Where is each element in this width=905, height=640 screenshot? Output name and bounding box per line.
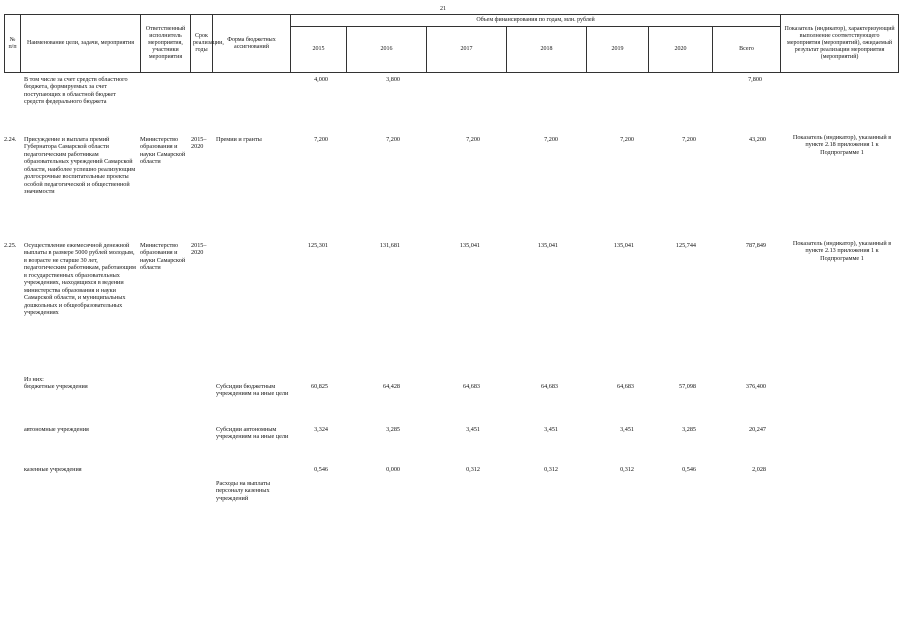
row-term: 2015–2020 bbox=[191, 136, 207, 151]
subrow-value: 3,451 bbox=[544, 426, 558, 433]
header-term: Срок реализации, годы bbox=[191, 15, 213, 73]
row-value: 7,200 bbox=[466, 136, 480, 143]
subrow-value: 3,324 bbox=[314, 426, 328, 433]
header-year: 2020 bbox=[649, 27, 713, 73]
row-value: 3,800 bbox=[386, 76, 400, 83]
row-indicator: Показатель (индикатор), указанный в пункте 2.18 приложения 1 к Подпрограмме 1 bbox=[792, 134, 892, 156]
header-funding: Объем финансирования по годам, млн. рублей bbox=[291, 15, 781, 27]
subrow-value: 57,098 bbox=[678, 383, 696, 390]
row-value: 135,041 bbox=[459, 242, 480, 249]
subrow-value: 0,312 bbox=[544, 466, 558, 473]
subrow-value: 0,000 bbox=[386, 466, 400, 473]
row-form: Премии и гранты bbox=[216, 136, 262, 143]
header-year: 2015 bbox=[291, 27, 347, 73]
row-value: 7,200 bbox=[386, 136, 400, 143]
row-value: 7,200 bbox=[544, 136, 558, 143]
row-responsible: Министерство образования и науки Самарской области bbox=[140, 242, 186, 272]
subrow-form: Расходы на выплаты персоналу казенных учреждений bbox=[216, 480, 271, 502]
row-indicator: Показатель (индикатор), указанный в пункте 2.13 приложения 1 к Подпрограмме 1 bbox=[792, 240, 892, 262]
subrow-name: казенные учреждения bbox=[24, 466, 82, 473]
row-value: 125,744 bbox=[675, 242, 696, 249]
subrow-value: 64,683 bbox=[540, 383, 558, 390]
row-value: 131,681 bbox=[379, 242, 400, 249]
header-num: № п/п bbox=[5, 15, 21, 73]
subrow-name: бюджетные учреждения bbox=[24, 383, 88, 390]
subrow-value: 3,285 bbox=[682, 426, 696, 433]
subrow-value: 64,683 bbox=[616, 383, 634, 390]
row-num: 2.25. bbox=[4, 242, 17, 249]
subrow-value-total: 20,247 bbox=[748, 426, 766, 433]
row-name: В том числе за счет средств областного бюджета, формируемых за счет поступающих в областной бюджет средств федерального бюджета bbox=[24, 76, 128, 106]
header-year-total: Всего bbox=[713, 27, 781, 73]
row-value: 135,041 bbox=[613, 242, 634, 249]
row-value: 7,200 bbox=[620, 136, 634, 143]
subrow-value: 64,428 bbox=[382, 383, 400, 390]
subrow-value: 0,546 bbox=[314, 466, 328, 473]
row-value-total: 787,849 bbox=[745, 242, 766, 249]
subrow-name: автономные учреждения bbox=[24, 426, 89, 433]
row-num: 2.24. bbox=[4, 136, 17, 143]
subrow-value: 0,312 bbox=[466, 466, 480, 473]
subrow-value: 0,546 bbox=[682, 466, 696, 473]
header-year: 2016 bbox=[347, 27, 427, 73]
row-value-total: 43,200 bbox=[748, 136, 766, 143]
row-value: 7,200 bbox=[314, 136, 328, 143]
row-value-total: 7,800 bbox=[748, 76, 762, 83]
header-year: 2018 bbox=[507, 27, 587, 73]
subrow-form: Субсидии автономным учреждениям на иные цели bbox=[216, 426, 289, 441]
page-number: 21 bbox=[440, 6, 446, 12]
header-year: 2019 bbox=[587, 27, 649, 73]
subrow-value: 3,451 bbox=[466, 426, 480, 433]
subrows-intro: Из них: bbox=[24, 376, 44, 383]
subrow-value: 64,683 bbox=[462, 383, 480, 390]
header-name: Наименование цели, задачи, мероприятия bbox=[21, 15, 141, 73]
row-term: 2015–2020 bbox=[191, 242, 207, 257]
row-value: 7,200 bbox=[682, 136, 696, 143]
subrow-value-total: 376,400 bbox=[745, 383, 766, 390]
row-name: Осуществление ежемесячной денежной выплаты в размере 5000 рублей молодым, в возрасте не старше 30 лет, педагогическим работникам, работающим в государственных образовательных учреждениях, находящихся в ведении министерства образования и науки Самарской области, и муниципальных дошкольных и общеобразовательных учреждениях bbox=[24, 242, 136, 316]
subrow-value: 3,285 bbox=[386, 426, 400, 433]
row-name: Присуждение и выплата премий Губернатора Самарской области педагогическим работникам образовательных учреждений Самарской области, наиболее успешно реализующим долгосрочные воспитательные проекты особой педагогической и общественной значимости bbox=[24, 136, 136, 196]
subrow-value: 3,451 bbox=[620, 426, 634, 433]
row-value: 125,301 bbox=[307, 242, 328, 249]
header-indicator: Показатель (индикатор), характеризующий выполнение соответствующего мероприятия (мероприятий), ожидаемый результат реализации мероприятия (мероприятий) bbox=[781, 15, 899, 73]
row-value: 135,041 bbox=[537, 242, 558, 249]
subrow-form: Субсидии бюджетным учреждениям на иные цели bbox=[216, 383, 289, 398]
row-value: 4,000 bbox=[314, 76, 328, 83]
subrow-value: 0,312 bbox=[620, 466, 634, 473]
subrow-value: 60,825 bbox=[310, 383, 328, 390]
header-form: Форма бюджетных ассигнований bbox=[213, 15, 291, 73]
header-year: 2017 bbox=[427, 27, 507, 73]
subrow-value-total: 2,028 bbox=[752, 466, 766, 473]
row-responsible: Министерство образования и науки Самарской области bbox=[140, 136, 186, 166]
header-responsible: Ответственный исполнитель мероприятия, участники мероприятия bbox=[141, 15, 191, 73]
